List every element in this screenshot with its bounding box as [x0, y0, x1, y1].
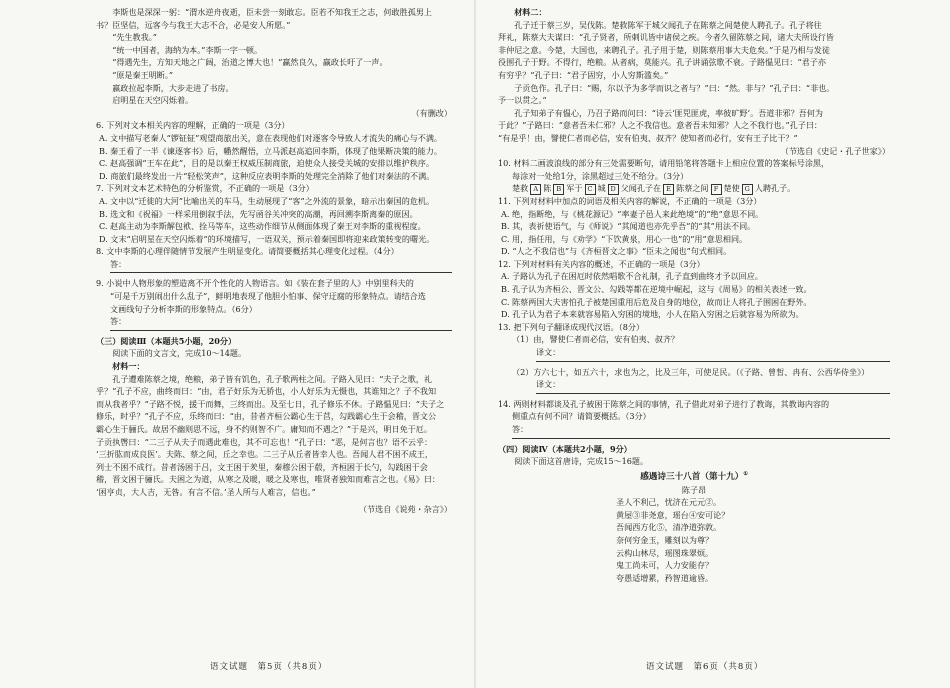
- right-page: [476, 0, 950, 688]
- question-stem: 7. 下列对文本艺术特色的分析鉴赏，不正确的一项是（3分）: [96, 183, 314, 194]
- question-9: [96, 277, 452, 330]
- question-13: [498, 321, 890, 394]
- question-stem: 13. 把下列句子翻译成现代汉语。（8分）: [498, 321, 645, 332]
- poem-line: 奈何穷金玉，雕刻以为尊？: [616, 535, 714, 546]
- passage-line: “统一中国者，海纳为本。”李斯一字一顿。: [112, 44, 263, 55]
- section-instruction: 阅读下面的文言文，完成10～14题。: [112, 348, 247, 359]
- translate-label: 译文：: [536, 347, 561, 358]
- material-line: 而从我者乎？”子路不悦，援干而舞，三终而出。及至七日，孔子修乐不休。子路愠见曰：“夫子之: [96, 398, 445, 409]
- section-heading: （四）阅读Ⅳ（本题共2小题，9分）: [498, 443, 632, 454]
- option-c: C. 用，指任用，与《劝学》“下饮黄泉，用心一也”的“用”意思相同。: [501, 233, 748, 244]
- poem-line: 鬼工尚未可，人力安能存？: [616, 560, 714, 571]
- option-a: A. 文中以“迁徙的大河”比喻出关的车马，生动展现了“客”之外流的景象，暗示出秦国的危机。: [99, 195, 435, 206]
- material-title: 材料二：: [514, 7, 547, 17]
- footnote-mark: ①: [743, 470, 748, 477]
- poem-line: 吾闻西方化⑤，清净道弥敦。: [616, 522, 722, 533]
- answer-box-c[interactable]: C: [585, 184, 596, 195]
- question-stem: 文画线句子分析李斯的形象特点。（6分）: [110, 303, 257, 314]
- question-11: [498, 195, 890, 258]
- sentence-2: （2）方六七十，如五六十，求也为之，比及三年，可使足民。（《子路、曾皙、冉有、公西华侍坐》）: [512, 366, 870, 377]
- option-a: A. 文中描写老秦人“锣钲钲”观望商旅出关，意在表现他们对逐客令导致人才流失的痛心与不满。: [99, 132, 443, 143]
- sentence-1: （1）由，譬使仁者而必信，安有伯夷、叔齐？: [512, 334, 680, 345]
- material-line: “有是乎！由，譬使仁者而必信，安有伯夷、叔齐？使知者而必行，安有王子比干？”: [498, 132, 798, 143]
- material-line: 列士不困不成行。昔者汤困于吕，文王困于羑里，秦穆公困于殽，齐桓困于长勺，勾践困于会: [96, 461, 428, 472]
- question-stem: “可是千万别闹出什么乱子”，鲜明地表现了他胆小怕事、保守迂腐的形象特点。请结合选: [110, 291, 426, 302]
- material-line: 有穷乎？”孔子曰：“君子固穷，小人穷斯滥矣。”: [498, 69, 669, 80]
- material-line: 役围孔子于野。不得行，绝粮。从者病，莫能兴。孔子讲诵弦歌不衰。子路愠见曰：“君子亦: [498, 57, 826, 68]
- material-line: 稽，晋文困于骊氏。夫困之为道，从寒之及暖，暖之及寒也，唯贤者独知而难言之也。《易》曰：: [96, 474, 440, 485]
- question-stem: 14. 两则材料都谈及孔子被困于陈蔡之间的事情，孔子借此对弟子进行了教诲，其教诲内容的: [498, 398, 830, 409]
- answer-box-d[interactable]: D: [608, 184, 619, 195]
- question-stem: 每涂对一处给1分，涂黑超过三处不给分。（3分）: [512, 170, 689, 181]
- option-a: A. 绝，指断绝，与《桃花源记》“率妻子邑人来此绝境”的“绝”意思不同。: [501, 208, 764, 219]
- page-footer: 语文试题 第5页（共8页）: [210, 662, 328, 672]
- passage-source: （有删改）: [411, 107, 452, 118]
- poem-line: 圣人不利己，忧济在元元②。: [616, 497, 722, 508]
- poem-line: 黄屋③非尧意，瑶台④安可论？: [616, 509, 730, 520]
- option-c: C. 赵高强调“王车在此”，目的是以秦王权威压制商旅，迫使众人接受关城的安排以维护秩序。: [99, 158, 434, 169]
- question-7: [96, 182, 452, 245]
- question-6: [96, 119, 452, 182]
- option-d: D. “人之不我信也”与《齐桓晋文之事》“臣未之闻也”句式相同。: [501, 246, 732, 257]
- material-line: 于此？”子路曰：“意者吾未仁邪？人之不我信也。意者吾未知邪？人之不我行也。”孔子曰：: [498, 120, 823, 131]
- poem-title: 感遇诗三十八首（第十九）①: [640, 470, 748, 482]
- material-line: 子贡色作。孔子曰：“赐，尔以予为多学而识之者与？”曰：“然。非与？”孔子曰：“非也。: [514, 82, 835, 93]
- answer-box-e[interactable]: E: [663, 184, 674, 195]
- section-instruction: 阅读下面这首唐诗，完成15～16题。: [514, 456, 649, 467]
- option-c: C. 赵高主动为李斯解包袱、拴马等车，这些动作细节从侧面体现了秦王对李斯的重视程度。: [99, 221, 426, 232]
- passage-line: 嬴政拉起李斯，大步走进了书房。: [112, 82, 234, 93]
- question-stem: 12. 下列对材料有关内容的概述，不正确的一项是（3分）: [498, 258, 705, 269]
- option-a: A. 子路认为孔子在困厄时依然唱歌不合礼制，孔子直到曲终才予以回应。: [501, 271, 763, 282]
- question-12: [498, 258, 890, 321]
- material-source: （节选自《说苑・杂言》）: [358, 503, 452, 514]
- poem-line: 云构山林尽，瑶图珠翠烦。: [616, 547, 714, 558]
- material-line: 孔子迁于蔡三岁，吴伐陈。楚救陈军于城父闻孔子在陈蔡之间楚使人聘孔子。孔子将往: [514, 19, 822, 30]
- answer-line[interactable]: [512, 438, 890, 439]
- option-b: B. 其，表祈使语气，与《师说》“其闻道也亦先乎吾”的“其”用法不同。: [501, 221, 756, 232]
- passage-line: “得遇先生，方知天地之广阔，治道之博大也！”赢然良久，赢政长吁了一声。: [112, 57, 388, 68]
- question-8: [96, 245, 452, 273]
- option-b: B. 选文和《祝福》一样采用倒叙手法，先写函谷关冲突的高潮，再回溯李斯离秦的原因。: [99, 208, 418, 219]
- translate-label: 译文：: [536, 379, 561, 390]
- answer-box-a[interactable]: A: [530, 184, 541, 195]
- material-line: ‘困亨贞，大人吉，无咎。有言不信。’圣人所与人难言，信也。”: [96, 486, 316, 497]
- answer-line[interactable]: [536, 393, 890, 394]
- poem-author: 陈子昂: [681, 484, 707, 495]
- answer-box-f[interactable]: F: [711, 184, 722, 195]
- material-line: 拜礼，陈蔡大夫谋曰：“孔子贤者，所刺讥皆中诸侯之疾。今者久留陈蔡之间，诸大夫所设行皆: [498, 32, 834, 43]
- material-line: 修乐，时乎？”孔子不应，乐终而曰：“由，昔者齐桓公霸心生于莒，勾践霸心生于会稽，晋文公: [96, 411, 437, 422]
- answer-line[interactable]: [110, 330, 452, 331]
- material-line: ‘三折肱而成良医’。夫陈、蔡之间，丘之幸也。二三子从丘者皆幸人也。吾闻人君不困不成王，: [96, 449, 433, 460]
- passage-line: 李斯也是深深一躬：“渭水逆舟夜逝，臣未尝一刻敢忘。臣若不知我王之志，何敢胜孤男上: [112, 7, 432, 17]
- option-d: D. 孔子认为君子本来就容易陷入穷困的境地，小人在陷入穷困之后就容易为所欲为。: [501, 309, 804, 320]
- material-line: 予一以贯之。”: [498, 95, 547, 106]
- answer-box-g[interactable]: G: [742, 184, 753, 195]
- answer-label: 答：: [110, 258, 127, 269]
- question-10: [498, 157, 890, 195]
- material-title: 材料一：: [112, 361, 145, 372]
- punctuation-sentence: 楚救 A 陈 B 军于 C 城 D 父闻孔子在 E 陈蔡之间 F 楚使 G 人聘孔子。: [512, 183, 796, 194]
- question-stem: 9. 小说中人物形象的塑造离不开个性化的人物语言。如《装在套子里的人》中别里科夫的: [96, 278, 414, 289]
- material-line: 乎？”孔子不应，曲终而曰：“由，君子好乐为无骄也，小人好乐为无慑也，其谁知之？子不我知: [96, 386, 437, 397]
- answer-label: 答：: [512, 424, 529, 434]
- passage-line: 启明星在天空闪烁着。: [112, 95, 194, 106]
- passage-line: “先生教我。”: [112, 32, 157, 43]
- material-line: 霸心生于骊氏。故居不幽则思不远，身不约则智不广。庸知而不遇之？”于是兴，明日免于厄。: [96, 424, 432, 434]
- answer-line[interactable]: [110, 272, 452, 273]
- left-page: [0, 0, 474, 688]
- answer-line[interactable]: [536, 361, 890, 362]
- question-stem: 侧重点有何不同？请简要概括。（3分）: [512, 411, 651, 422]
- material-line: 孔子遭难陈蔡之境，绝粮，弟子皆有饥色，孔子歌两柱之间。子路入见曰：“夫子之歌，礼: [112, 373, 432, 384]
- question-14: [498, 398, 890, 439]
- section-heading: （三）阅读Ⅲ（本题共5小题，20分）: [96, 335, 237, 346]
- option-c: C. 陈蔡两国大夫害怕孔子被楚国重用后危及自身的地位，故而让人将孔子围困在野外。: [501, 296, 812, 307]
- poem-line: 夸愚适增累，矜智道逾昏。: [616, 572, 714, 583]
- material-line: 非仲尼之意。今楚，大国也，来聘孔子。孔子用于楚，则陈蔡用事大夫危矣。”于是乃相与发徒: [498, 44, 830, 55]
- material-line: 孔子知弟子有愠心，乃召子路而问曰：“诗云‘匪兕匪虎，率彼旷野’。吾道非邪？吾何为: [514, 107, 823, 118]
- passage-line: 书？臣坚信，远客今与我王大志不合，必是安人所愿。”: [96, 19, 291, 30]
- option-b: B. 孔子认为齐桓公、晋文公、勾践等都在逆境中崛起，这与《周易》的相关表述一致。: [501, 284, 812, 295]
- page-footer: 语文试题 第6页（共8页）: [646, 662, 764, 672]
- answer-label: 答：: [110, 316, 127, 327]
- passage-end: [96, 6, 452, 119]
- option-d: D. 文末“启明星在天空闪烁着”的环境描写，一语双关，预示着秦国即将迎来政策转变的曙光。: [99, 233, 435, 244]
- answer-box-b[interactable]: B: [553, 184, 564, 195]
- question-stem: 8. 文中李斯的心理伴随情节发展产生明显变化。请简要概括其心理变化过程。（4分）: [96, 246, 399, 257]
- material-line: 子贡执辔曰：“二三子从夫子而遇此难也，其不可忘也！”孔子曰：“恶，是何言也？语不云乎：: [96, 436, 433, 447]
- option-d: D. 商旅们最终发出一片“轻松笑声”，这种反应表明李斯的处理完全消除了他们对秦法的不满。: [99, 170, 435, 181]
- question-stem: 10. 材料二画波浪线的部分有三处需要断句，请用铅笔将答题卡上相应位置的答案标号涂黑，: [498, 158, 830, 169]
- passage-line: “原是秦王明断。”: [112, 69, 174, 80]
- question-stem: 11. 下列对材料中加点的词语及相关内容的解说，不正确的一项是（3分）: [498, 195, 762, 206]
- material-source: （节选自《史记・孔子世家》）: [780, 145, 890, 156]
- section-4: [498, 443, 890, 585]
- material-2: [498, 6, 890, 157]
- section-3: [96, 335, 452, 515]
- question-stem: 6. 下列对文本相关内容的理解，正确的一项是（3分）: [96, 120, 290, 131]
- option-b: B. 秦王看了一半《谏逐客书》后，幡然醒悟，立马派赵高追回李斯，体现了他果断决策的能力。: [99, 145, 442, 156]
